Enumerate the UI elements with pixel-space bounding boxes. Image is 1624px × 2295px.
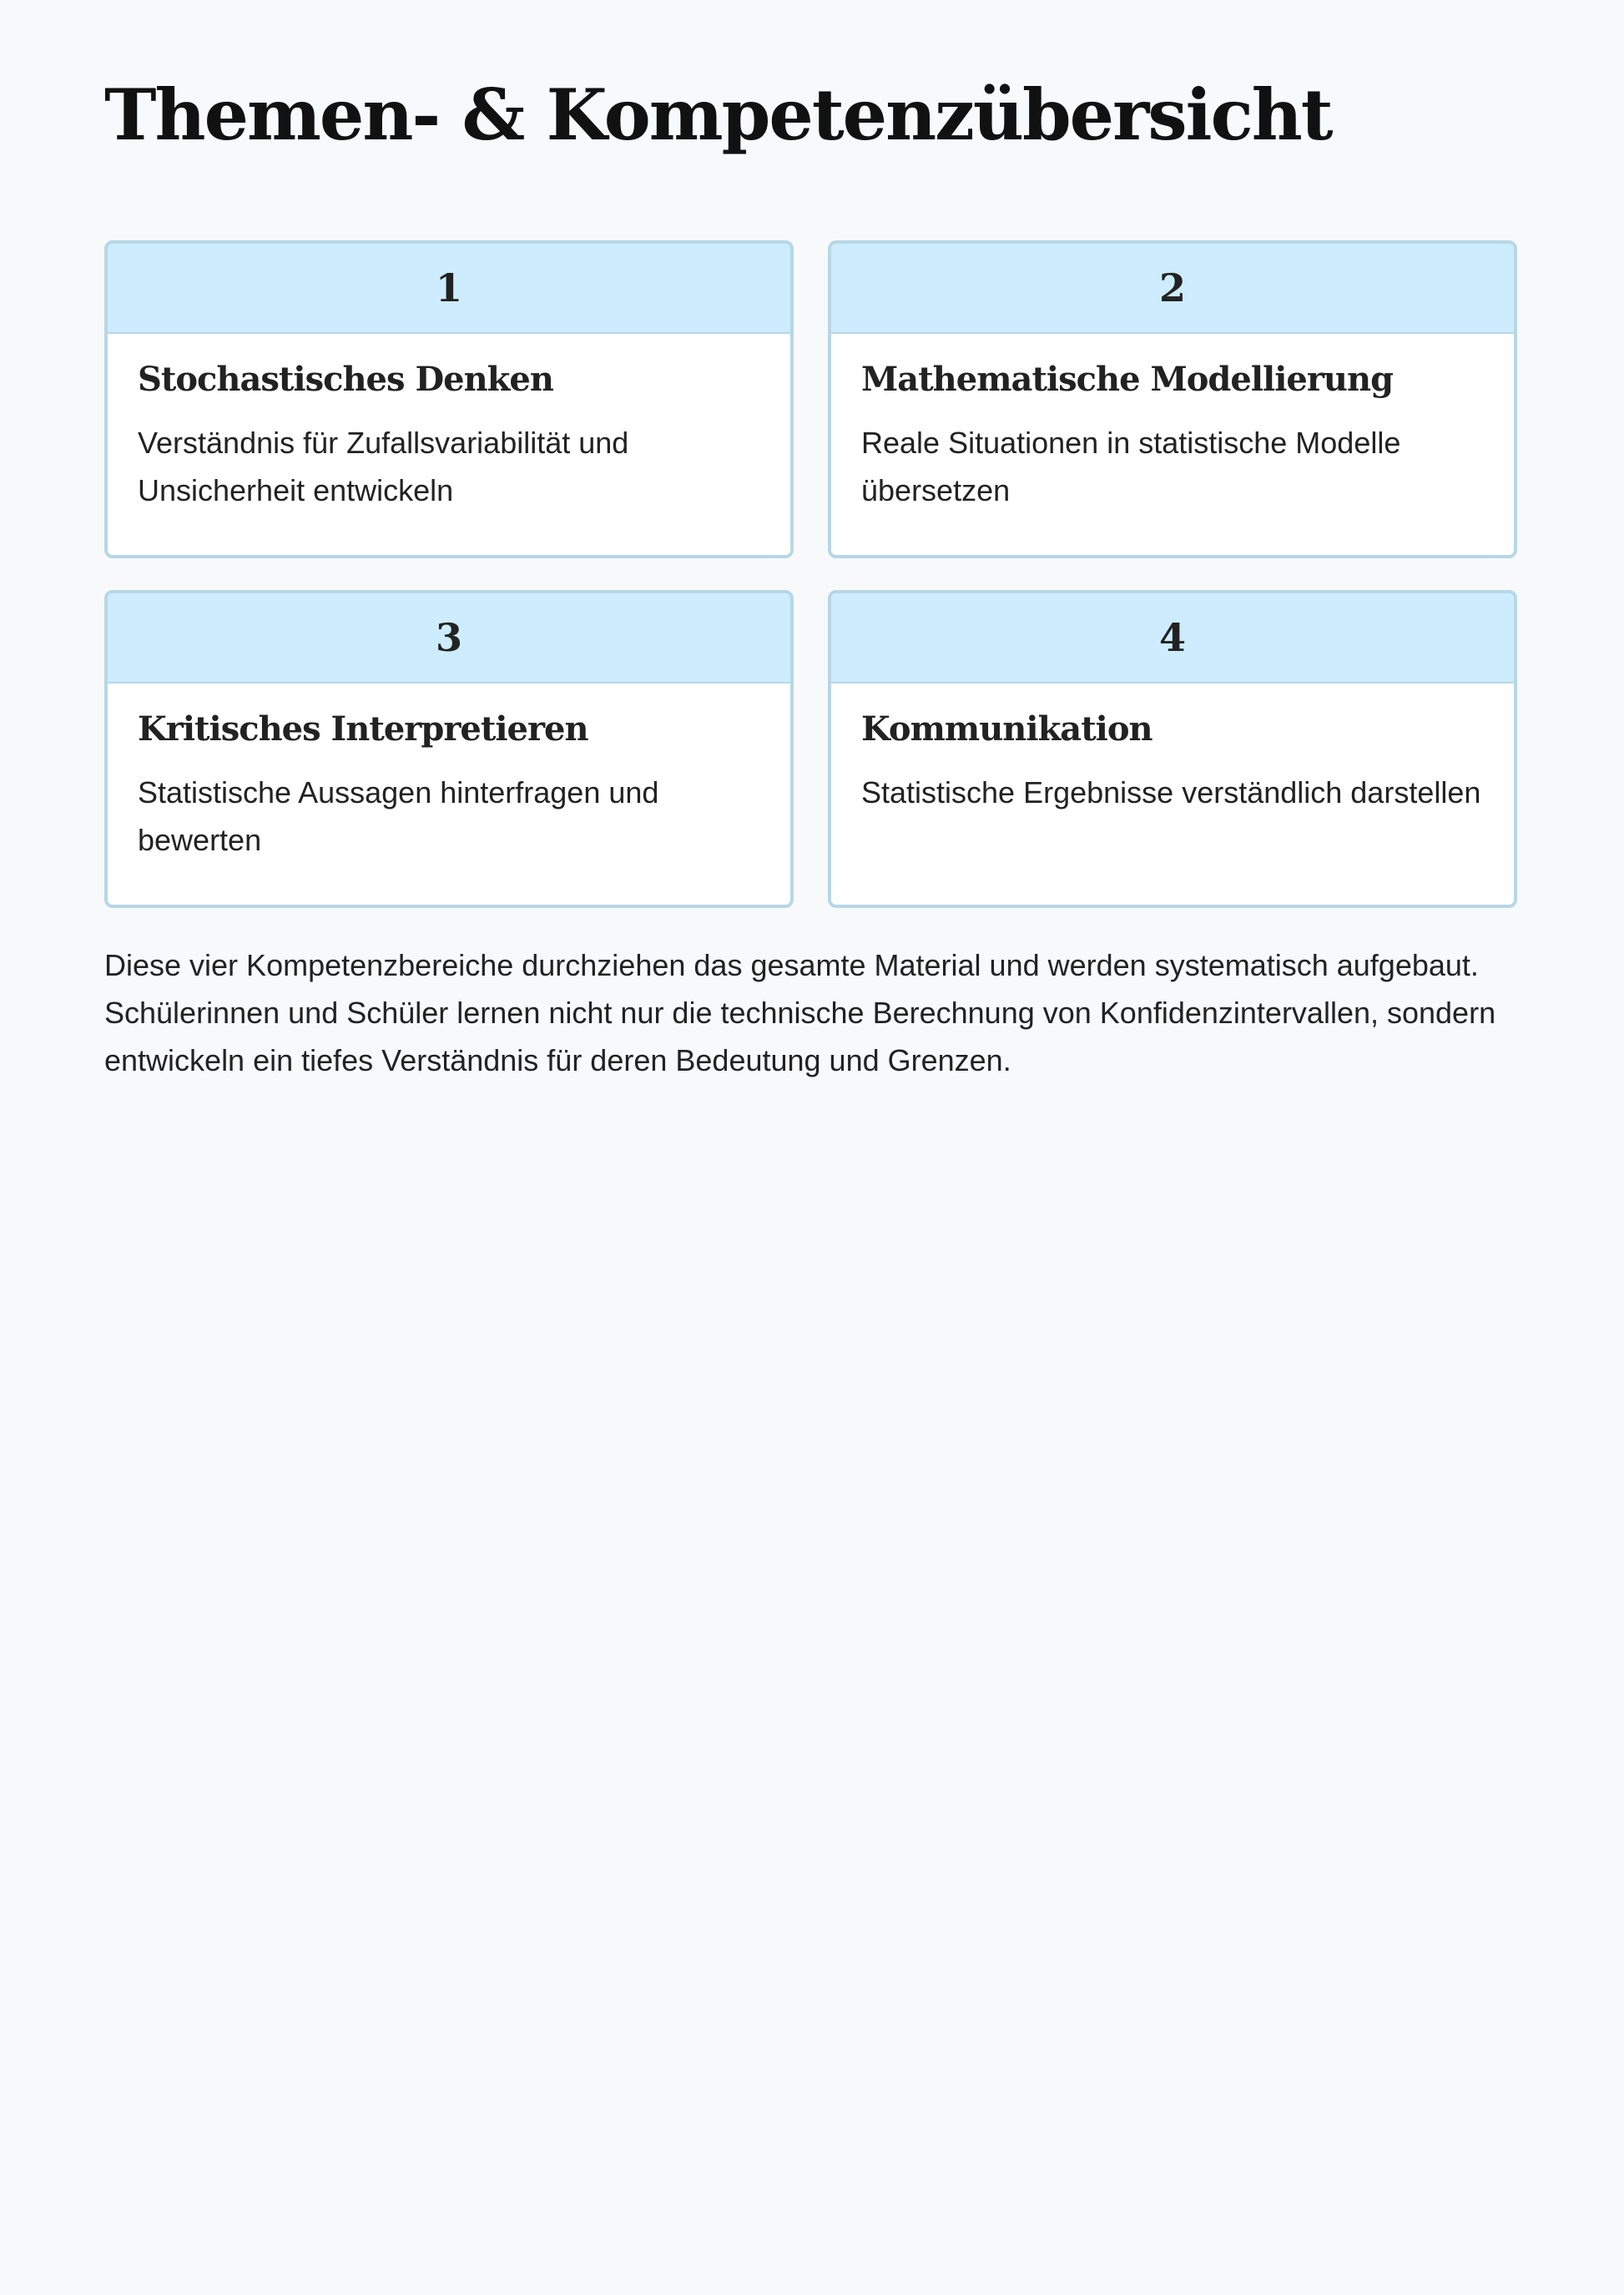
- card-number: 1: [108, 244, 790, 334]
- card-description: Verständnis für Zufallsvariabilität und Unsicherheit entwickeln: [138, 426, 629, 507]
- competency-card-2: [828, 240, 1517, 558]
- card-body: [831, 683, 1514, 816]
- card-description: Statistische Ergebnisse verständlich darstellen: [861, 775, 1481, 810]
- card-description: Statistische Aussagen hinterfragen und bewerten: [138, 775, 659, 857]
- card-title: Kommunikation: [861, 709, 1152, 749]
- card-description: Reale Situationen in statistische Modelle übersetzen: [861, 426, 1401, 507]
- card-number: 3: [108, 593, 790, 683]
- card-title: Stochastisches Denken: [138, 360, 553, 399]
- competency-grid: [104, 240, 1519, 908]
- summary-paragraph: Diese vier Kompetenzbereiche durchziehen das gesamte Material und werden systematisch aufgebaut. Schülerinnen und Schüler lernen nicht nur die technische Berechnung von Konfidenzintervallen, sondern entwickeln ein tiefes Verständnis für deren Bedeutung und Grenzen.: [104, 948, 1496, 1077]
- card-body: [108, 683, 790, 864]
- card-title: Kritisches Interpretieren: [138, 709, 588, 749]
- card-title: Mathematische Modellierung: [861, 360, 1394, 399]
- card-body: [831, 334, 1514, 514]
- card-body: [108, 334, 790, 514]
- competency-card-3: [104, 590, 794, 908]
- page-title: Themen- & Kompetenzübersicht: [104, 73, 1332, 156]
- competency-card-1: [104, 240, 794, 558]
- competency-card-4: [828, 590, 1517, 908]
- card-number: 4: [831, 593, 1514, 683]
- card-number: 2: [831, 244, 1514, 334]
